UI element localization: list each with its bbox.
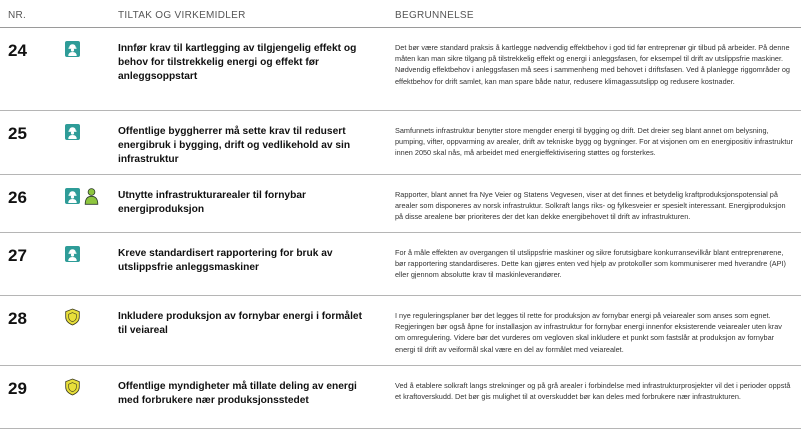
table-row	[0, 233, 801, 296]
table-row	[0, 296, 801, 366]
table-row	[0, 28, 801, 111]
row-icons	[64, 308, 81, 326]
construction-worker-icon	[64, 245, 81, 263]
row-number: 29	[8, 379, 27, 398]
person-icon	[83, 187, 100, 205]
reason-text: Samfunnets infrastruktur benytter store mengder energi til bygging og drift. Det dreier seg blant annet om belysning, pumping, vifter, oppvarming av arealer, drift av tekniske bygg og bygninger. For at visjonen om en energipositiv infrastruktur innen 2050 skal nås, må arbeidet med energieffektivisering støttes og forsterkes.	[395, 126, 793, 158]
row-icons	[64, 378, 81, 396]
row-icons	[64, 245, 81, 263]
row-number: 27	[8, 246, 27, 265]
table-row	[0, 175, 801, 233]
header-tiltak: TILTAK OG VIRKEMIDLER	[118, 10, 246, 21]
measure-title: Inkludere produksjon av fornybar energi i formålet til veiareal	[118, 311, 362, 336]
table-row	[0, 111, 801, 175]
row-icons	[64, 40, 81, 58]
measure-title: Utnytte infrastrukturarealer til fornybar energiproduksjon	[118, 190, 306, 215]
table-header	[0, 0, 801, 28]
row-number: 26	[8, 188, 27, 207]
measure-title: Kreve standardisert rapportering for bruk av utslippsfrie anleggsmaskiner	[118, 248, 333, 273]
row-icons	[64, 187, 100, 205]
reason-text: Det bør være standard praksis å kartlegge nødvendig effektbehov i god tid før entreprenør gir tilbud på arbeider. På denne måten kan man sikre tilgang på tilstrekkelig effekt og energi i anleggsfasen, for eksempel til drift av utslippsfrie maskiner. Nødvendig effektbehov i anleggsfasen må sees i sammenheng med behovet i driftsfasen. Ved å planlegge riggområder og effektbehov for drift samlet, kan man spare både natur, redusere klimagassutslipp og redusere kostnader.	[395, 43, 790, 86]
row-number: 24	[8, 41, 27, 60]
construction-worker-icon	[64, 187, 81, 205]
reason-text: Ved å etablere solkraft langs strekninger og på grå arealer i forbindelse med infrastrukturprosjekter vil det i perioder oppstå et kraftoverskudd. Det bør gis mulighet til at overskuddet bør kan deles med forbrukere nær infrastrukturen.	[395, 381, 791, 402]
header-begrunnelse: BEGRUNNELSE	[395, 10, 474, 21]
measure-title: Offentlige myndigheter må tillate deling av energi med forbrukere nær produksjonsstedet	[118, 381, 357, 406]
row-icons	[64, 123, 81, 141]
reason-text: For å måle effekten av overgangen til utslippsfrie maskiner og sikre forutsigbare konkurransevilkår blant entreprenørene, bør rapportering standardiseres. Dette kan gjøres enten ved hjelp av protokoller som kommuniserer med hverandre (API) eller gjennom absolutte krav til maskinleverandører.	[395, 248, 786, 280]
construction-worker-icon	[64, 123, 81, 141]
header-nr: NR.	[8, 10, 27, 21]
measure-title: Offentlige byggherrer må sette krav til redusert energibruk i bygging, drift og vedlikehold av sin infrastruktur	[118, 126, 351, 165]
reason-text: I nye reguleringsplaner bør det legges til rette for produksjon av fornybar energi på veiarealer som anses som egnet. Regjeringen bør også åpne for installasjon av infrastruktur for fornybar energi innenfor eksisterende veiarealer uten krav om omregulering. Videre bør det vurderes om vegloven skal inkludere et punkt som fastslår at produksjon av fornybar energi til drift av veiformål skal være en del av formålet med veiarealet.	[395, 311, 782, 354]
row-number: 28	[8, 309, 27, 328]
shield-icon	[64, 308, 81, 326]
construction-worker-icon	[64, 40, 81, 58]
shield-icon	[64, 378, 81, 396]
measure-title: Innfør krav til kartlegging av tilgjengelig effekt og behov for tilstrekkelig energi og effekt før anleggsoppstart	[118, 43, 357, 82]
reason-text: Rapporter, blant annet fra Nye Veier og Statens Vegvesen, viser at det finnes et betydelig kraftproduksjonspotensial på arealer som disponeres av norsk infrastruktur. Solkraft langs riks- og fylkesveier er spesielt interessant. Energiproduksjon på disse arealene bør prioriteres der det kan dekke energibehovet til drift av infrastrukturen.	[395, 190, 786, 222]
table-row	[0, 366, 801, 429]
row-number: 25	[8, 124, 27, 143]
